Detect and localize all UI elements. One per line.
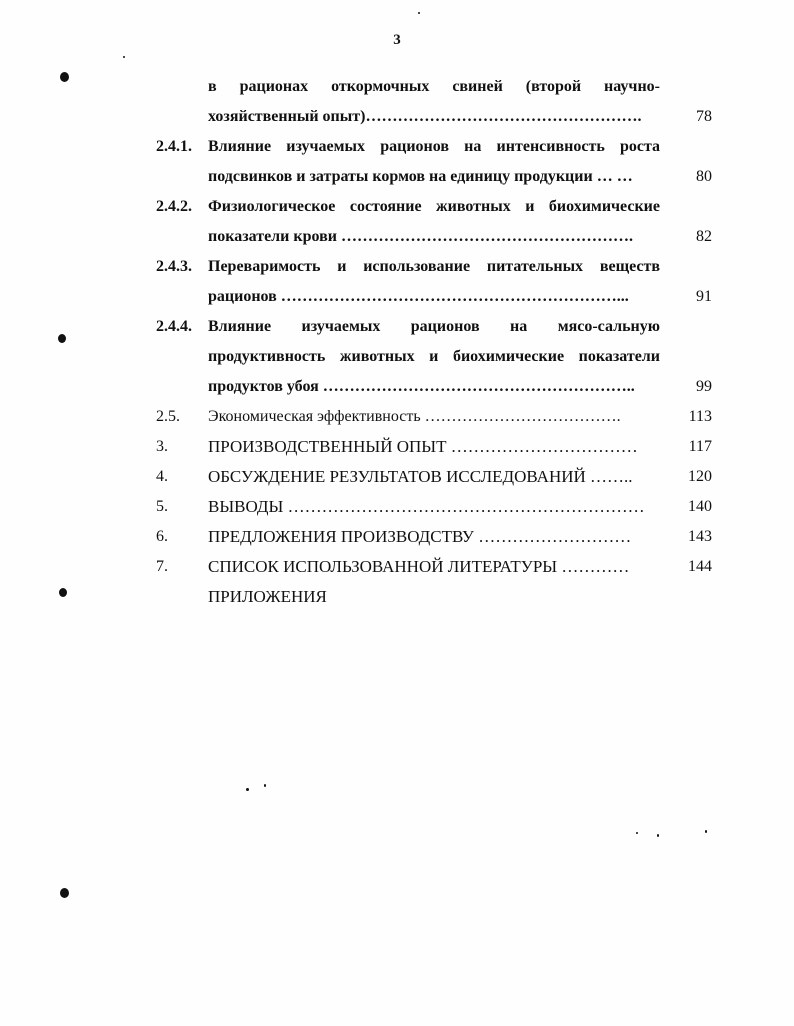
toc-entry-number: 4. (156, 468, 168, 485)
toc-entry-page: 78 (696, 108, 712, 125)
toc-entry-number: 2.5. (156, 408, 180, 425)
toc-entry-page: 143 (688, 528, 712, 545)
toc-line (0, 222, 794, 252)
toc-line (0, 282, 794, 312)
page-number: 3 (393, 32, 401, 48)
binder-hole-mark (60, 888, 69, 898)
toc-entry-title: продуктов убоя ………………………………………………….. (208, 378, 635, 395)
toc-line (0, 162, 794, 192)
toc-line (0, 102, 794, 132)
scan-speck (705, 830, 707, 833)
toc-line (0, 402, 794, 432)
binder-hole-mark (58, 334, 66, 343)
toc-line (0, 582, 794, 612)
toc-entry-page: 117 (688, 438, 712, 455)
scan-speck (246, 788, 249, 791)
scan-speck (418, 12, 420, 14)
binder-hole-mark (60, 72, 69, 82)
toc-entry-page: 99 (696, 378, 712, 395)
toc-line (0, 372, 794, 402)
scan-speck (123, 56, 125, 58)
scan-speck (657, 834, 659, 837)
toc-entry-title: рационов ………………………………………………………... (208, 288, 629, 305)
toc-entry-title: хозяйственный опыт)……………………………………………. (208, 108, 642, 125)
toc-entry-page: 80 (696, 168, 712, 185)
toc-line (0, 132, 794, 162)
toc-entry-number: 2.4.3. (156, 258, 192, 275)
toc-entry-number: 2.4.1. (156, 138, 192, 155)
toc-entry-title: Физиологическое состояние животных и биохимические (208, 198, 660, 215)
toc-entry-title: продуктивность животных и биохимические показатели (208, 348, 660, 365)
toc-entry-title: ОБСУЖДЕНИЕ РЕЗУЛЬТАТОВ ИССЛЕДОВАНИЙ …….. (208, 467, 633, 486)
toc-line (0, 72, 794, 102)
toc-entry-page: 91 (696, 288, 712, 305)
toc-line (0, 462, 794, 492)
toc-entry-number: 2.4.4. (156, 318, 192, 335)
toc-entry-title: СПИСОК ИСПОЛЬЗОВАННОЙ ЛИТЕРАТУРЫ ………… (208, 557, 630, 576)
scan-speck (264, 784, 266, 787)
toc-line (0, 492, 794, 522)
toc-entry-page: 82 (696, 228, 712, 245)
toc-entry-title: Экономическая эффективность ………………………………. (208, 408, 621, 425)
toc-entry-page: 144 (688, 558, 712, 575)
toc-entry-title: ПРИЛОЖЕНИЯ (208, 587, 327, 606)
toc-entry-title: показатели крови ………………………………………………. (208, 228, 633, 245)
toc-line (0, 192, 794, 222)
toc-entry-title: ПРЕДЛОЖЕНИЯ ПРОИЗВОДСТВУ ……………………… (208, 527, 632, 546)
binder-hole-mark (59, 588, 67, 597)
toc-entry-title: в рационах откормочных свиней (второй научно- (208, 78, 660, 95)
toc-entry-title: Влияние изучаемых рационов на интенсивность роста (208, 138, 660, 155)
toc-entry-title: подсвинков и затраты кормов на единицу продукции … … (208, 168, 633, 185)
toc-entry-page: 120 (688, 468, 712, 485)
toc-entry-title: Влияние изучаемых рационов на мясо-сальную (208, 318, 660, 335)
toc-entry-number: 7. (156, 558, 168, 575)
toc-entry-number: 3. (156, 438, 168, 455)
toc-line (0, 342, 794, 372)
toc-line (0, 522, 794, 552)
toc-line (0, 432, 794, 462)
toc-entry-page: 113 (688, 408, 712, 425)
scan-speck (636, 832, 638, 834)
toc-line (0, 312, 794, 342)
toc-entry-title: ПРОИЗВОДСТВЕННЫЙ ОПЫТ …………………………… (208, 437, 638, 456)
toc-entry-number: 6. (156, 528, 168, 545)
toc-entry-title: Переваримость и использование питательных веществ (208, 258, 660, 275)
toc-entry-page: 140 (688, 498, 712, 515)
toc-line (0, 552, 794, 582)
toc-line (0, 252, 794, 282)
toc-entry-number: 2.4.2. (156, 198, 192, 215)
toc-entry-number: 5. (156, 498, 168, 515)
toc-entry-title: ВЫВОДЫ ……………………………………………………… (208, 497, 645, 516)
